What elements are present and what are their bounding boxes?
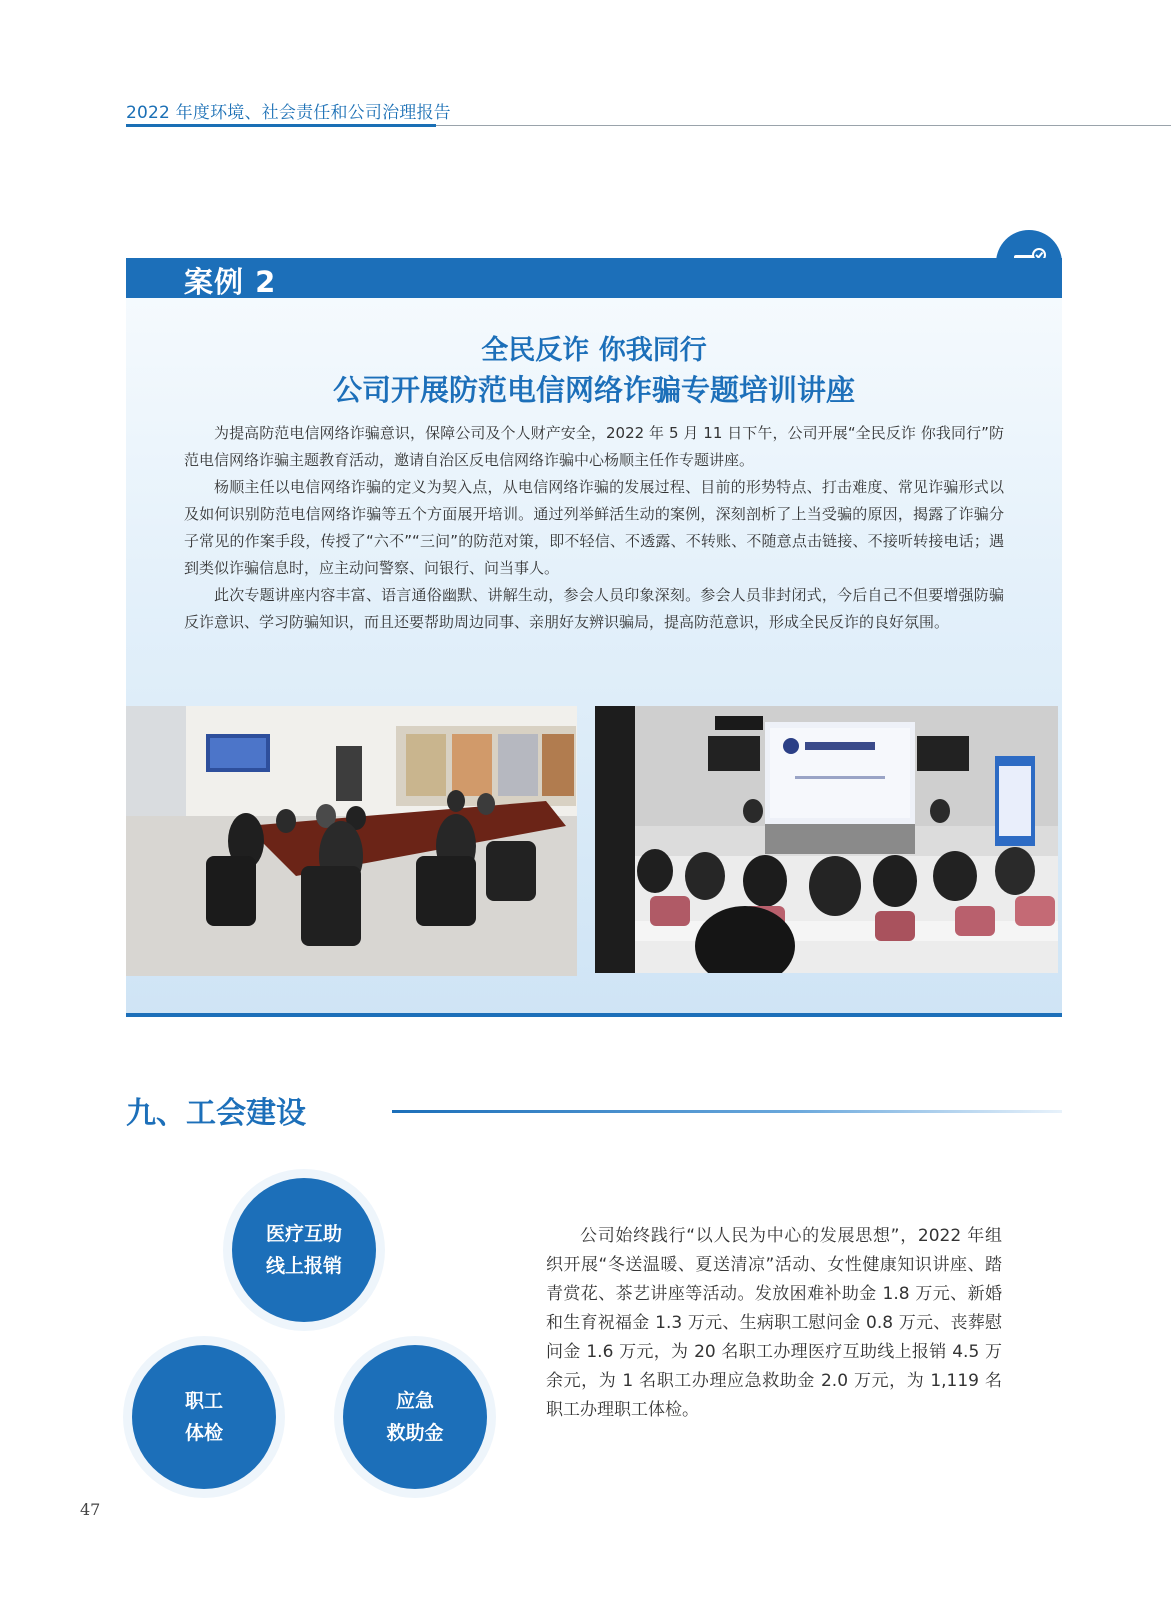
header-rule-accent	[126, 124, 436, 127]
case-paragraph: 此次专题讲座内容丰富、语言通俗幽默、讲解生动，参会人员印象深刻。参会人员非封闭式，今后自己不但要增强防骗反诈意识、学习防骗知识，而且还要帮助周边同事、亲朋好友辨识骗局，提高防范意识，形成全民反诈的良好氛围。	[184, 586, 1004, 631]
header-rule	[436, 125, 1171, 126]
case-paragraph: 杨顺主任以电信网络诈骗的定义为契入点，从电信网络诈骗的发展过程、目前的形势特点、打击难度、常见诈骗形式以及如何识别防范电信网络诈骗等五个方面展开培训。通过列举鲜活生动的案例，深刻剖析了上当受骗的原因，揭露了诈骗分子常见的作案手段，传授了“六不”“三问”的防范对策，即不轻信、不透露、不转账、不随意点击链接、不接听转接电话；遇到类似诈骗信息时，应主动问警察、问银行、问当事人。	[184, 478, 1004, 577]
circle-line: 医疗互助	[265, 1223, 342, 1245]
report-title: 2022 年度环境、社会责任和公司治理报告	[126, 103, 451, 123]
circle-line: 救助金	[386, 1422, 444, 1444]
circle-line: 应急	[395, 1390, 434, 1412]
section-rule	[392, 1110, 1062, 1113]
case-header-bar	[126, 258, 1062, 298]
circle-emergency-fund	[343, 1345, 487, 1489]
circle-medical-mutual-aid	[232, 1178, 376, 1322]
case-title-line2: 公司开展防范电信网络诈骗专题培训讲座	[332, 373, 855, 407]
circle-line: 线上报销	[265, 1255, 342, 1277]
case-label: 案例 2	[184, 265, 277, 299]
lecture-hall-photo	[595, 706, 1058, 973]
section-title: 九、工会建设	[126, 1096, 306, 1131]
case-body	[184, 420, 1004, 636]
circle-health-checkup	[132, 1345, 276, 1489]
union-paragraph: 公司始终践行“以人民为中心的发展思想”，2022 年组织开展“冬送温暖、夏送清凉”活动、女性健康知识讲座、踏青赏花、茶艺讲座等活动。发放困难补助金 1.8 万元、新婚和生育祝福金 1.3 万元、生病职工慰问金 0.8 万元、丧葬慰问金 1.6 万元，为 20 名职工办理医疗互助线上报销 4.5 万余元，为 1 名职工办理应急救助金 2.0 万元，为 1,119 名职工办理职工体检。	[546, 1226, 1002, 1420]
page-number: 47	[80, 1500, 101, 1519]
meeting-room-photo	[126, 706, 577, 976]
circle-line: 体检	[184, 1422, 223, 1444]
case-bottom-rule	[126, 1013, 1062, 1017]
case-title-line1: 全民反诈 你我同行	[481, 335, 707, 366]
union-paragraph-block	[546, 1222, 1002, 1425]
circle-line: 职工	[184, 1390, 223, 1412]
case-paragraph: 为提高防范电信网络诈骗意识，保障公司及个人财产安全，2022 年 5 月 11 日下午，公司开展“全民反诈 你我同行”防范电信网络诈骗主题教育活动，邀请自治区反电信网络诈骗中心杨顺主任作专题讲座。	[184, 424, 1004, 469]
